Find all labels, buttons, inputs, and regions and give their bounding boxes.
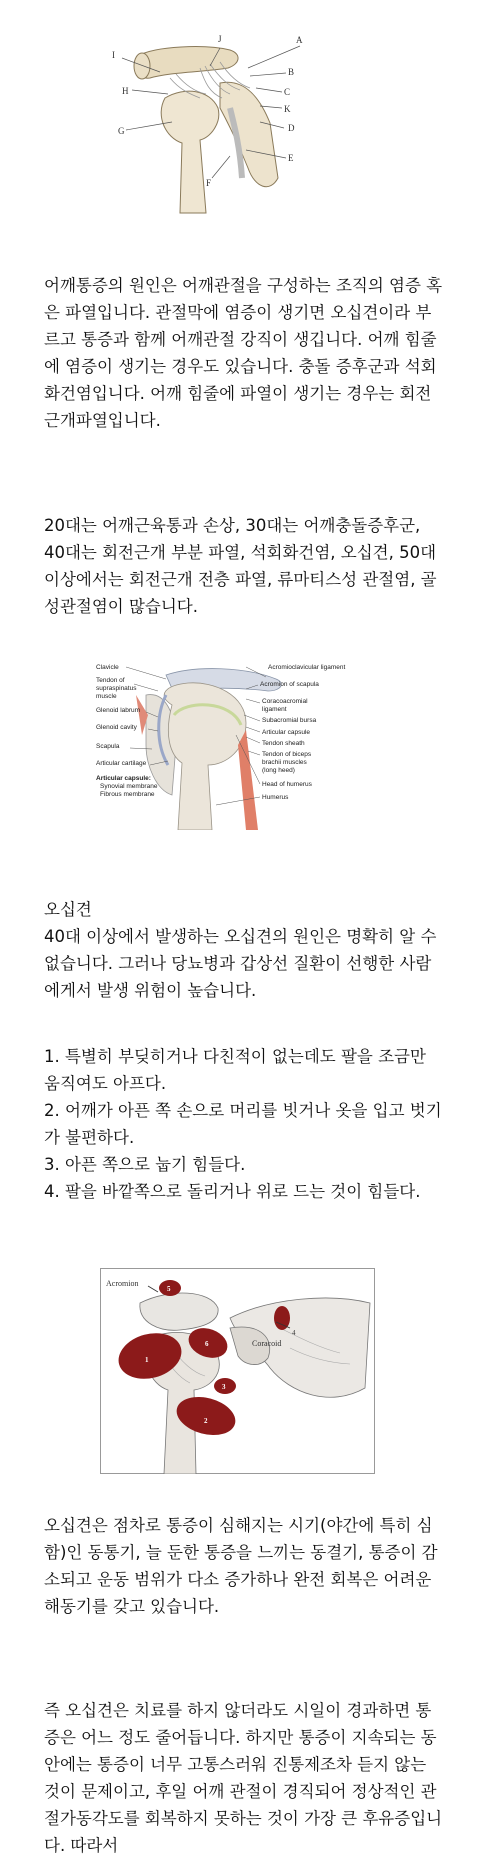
label-a: A [296, 35, 303, 45]
label-glenoid-labrum: Glenoid labrum [96, 707, 141, 714]
label-tendon-of: Tendon of [96, 677, 125, 684]
paragraph-stages [44, 1512, 444, 1620]
label-long-heed: (long heed) [262, 767, 295, 774]
label-muscle: muscle [96, 693, 117, 700]
label-synovial-membrane: Synovial membrane [100, 783, 158, 790]
label-c: C [284, 87, 291, 97]
label-f: F [206, 178, 212, 188]
symptom-3: 3. 아픈 쪽으로 눕기 힘들다. [44, 1155, 246, 1174]
label-articular-capsule: Articular capsule [262, 729, 311, 736]
shoulder-anatomy-figure [110, 28, 350, 218]
label-coracoacromial: Coracoacromial [262, 698, 308, 705]
label-brachii-muscles: brachii muscles [262, 759, 307, 766]
label-glenoid-cavity: Glenoid cavity [96, 724, 137, 731]
label-articular-capsule-heading: Articular capsule: [96, 775, 151, 782]
label-scapula: Scapula [96, 743, 120, 750]
symptom-1: 1. 특별히 부딪히거나 다친적이 없는데도 팔을 조금만 움직여도 아프다. [44, 1047, 426, 1093]
label-tendon-of-biceps: Tendon of biceps [262, 751, 312, 758]
label-head-of-humerus: Head of humerus [262, 781, 312, 788]
paragraph-prognosis [44, 1697, 444, 1859]
label-clavicle: Clavicle [96, 664, 119, 671]
label-e: E [288, 153, 294, 163]
label-humerus: Humerus [262, 794, 289, 801]
symptom-list [44, 1043, 444, 1205]
paragraph-causes-text: 어깨통증의 원인은 어깨관절을 구성하는 조직의 염증 혹은 파열입니다. 관절막에 염증이 생기면 오십견이라 부르고 통증과 함께 어깨관절 강직이 생깁니다. 어깨 힘줄에 염증이 생기는 경우도 있습니다. 충돌 증후군과 석회화건염입니다. 어깨 힘줄에 파열이 생기는 경우는 회전근개파열입니다. [44, 276, 443, 430]
site-number-4: 4 [292, 1329, 296, 1337]
site-number-6: 6 [205, 1340, 209, 1348]
label-d: D [288, 123, 295, 133]
symptom-2: 2. 어깨가 아픈 쪽 손으로 머리를 빗거나 옷을 입고 벗기가 불편하다. [44, 1101, 442, 1147]
label-i: I [112, 50, 115, 60]
paragraph-causes [44, 272, 444, 434]
label-ligament: ligament [262, 706, 287, 713]
section-frozen-shoulder [44, 896, 444, 1004]
paragraph-age-groups [44, 512, 444, 620]
site-number-5: 5 [167, 1285, 171, 1293]
site-number-1: 1 [145, 1356, 149, 1364]
site-number-3: 3 [222, 1383, 226, 1391]
label-tendon-sheath: Tendon sheath [262, 740, 305, 747]
label-k: K [284, 104, 291, 114]
label-supraspinatus: supraspinatus [96, 685, 137, 692]
label-acromion-of-scapula: Acromion of scapula [260, 681, 319, 688]
section-intro: 40대 이상에서 발생하는 오십견의 원인은 명확히 알 수 없습니다. 그러나 당뇨병과 갑상선 질환이 선행한 사람에게서 발생 위험이 높습니다. [44, 927, 437, 1000]
section-title: 오십견 [44, 900, 92, 919]
label-articular-cartilage: Articular cartilage [96, 760, 147, 767]
shoulder-joint-diagram [96, 655, 386, 830]
label-g: G [118, 126, 125, 136]
label-subacromial-bursa: Subacromial bursa [262, 717, 317, 724]
site-number-2: 2 [204, 1417, 208, 1425]
label-h: H [122, 86, 129, 96]
paragraph-stages-text: 오십견은 점차로 통증이 심해지는 시기(야간에 특히 심함)인 동통기, 늘 둔한 통증을 느끼는 동결기, 통증이 감소되고 운동 범위가 다소 증가하나 완전 회복은 어려운 해동기를 갖고 있습니다. [44, 1516, 438, 1616]
injection-sites-figure [100, 1268, 375, 1474]
label-acromion: Acromion [106, 1279, 139, 1288]
label-acromioclavicular-ligament: Acromioclavicular ligament [268, 664, 346, 671]
label-b: B [288, 67, 295, 77]
paragraph-prognosis-text: 즉 오십견은 치료를 하지 않더라도 시일이 경과하면 통증은 어느 정도 줄어듭니다. 하지만 통증이 지속되는 동안에는 통증이 너무 고통스러워 진통제조차 듣지 않는 것이 문제이고, 후일 어깨 관절이 경직되어 정상적인 관절가동각도를 회복하지 못하는 것이 가장 큰 후유증입니다. 따라서 [44, 1701, 443, 1855]
label-fibrous-membrane: Fibrous membrane [100, 791, 155, 798]
paragraph-age-groups-text: 20대는 어깨근육통과 손상, 30대는 어깨충돌증후군, 40대는 회전근개 부분 파열, 석회화건염, 오십견, 50대 이상에서는 회전근개 전층 파열, 류마티스성 관절염, 골성관절염이 많습니다. [44, 516, 437, 616]
label-j: J [218, 34, 222, 44]
symptom-4: 4. 팔을 바깥쪽으로 돌리거나 위로 드는 것이 힘들다. [44, 1182, 421, 1201]
label-coracoid: Coracoid [252, 1339, 282, 1348]
